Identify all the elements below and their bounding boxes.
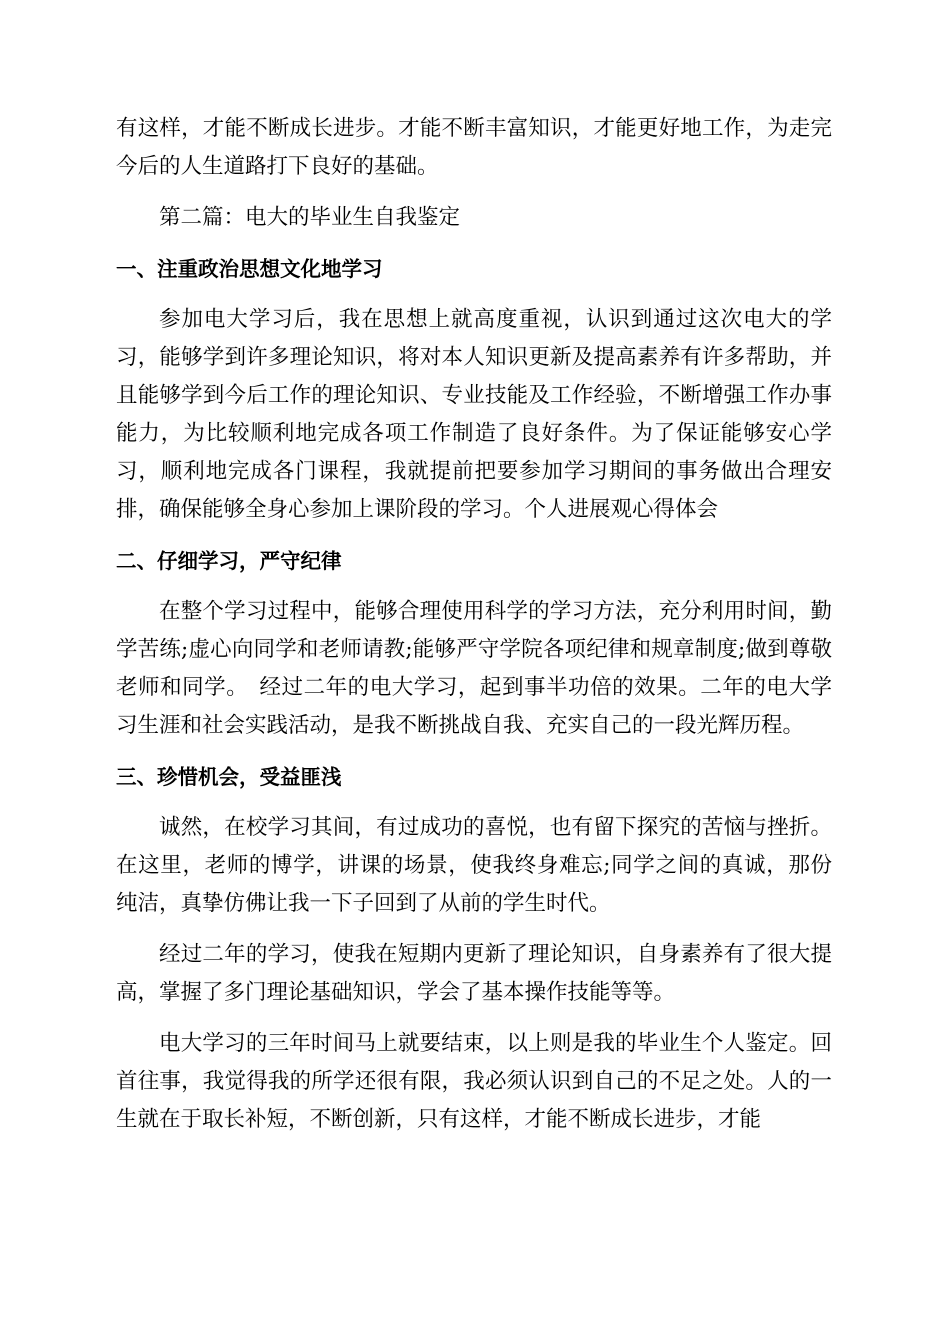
paragraph-1: 参加电大学习后，我在思想上就高度重视，认识到通过这次电大的学习，能够学到许多理论知识，将对本人知识更新及提高素养有许多帮助，并且能够学到今后工作的理论知识、专业技能及工作经验，不断增强工作办事能力，为比较顺利地完成各项工作制造了良好条件。为了保证能够安心学习，顺利地完成各门课程，我就提前把要参加学习期间的事务做出合理安排，确保能够全身心参加上课阶段的学习。个人进展观心得体会: [116, 307, 832, 522]
paragraph-continuation: 有这样，才能不断成长进步。才能不断丰富知识，才能更好地工作，为走完今后的人生道路打下良好的基础。: [116, 116, 832, 179]
paragraph-4: 经过二年的学习，使我在短期内更新了理论知识，自身素养有了很大提高，掌握了多门理论基础知识，学会了基本操作技能等等。: [116, 942, 832, 1005]
document-body: [116, 110, 832, 1152]
heading-3: 三、珍惜机会，受益匪浅: [116, 765, 342, 789]
paragraph-3: 诚然，在校学习其间，有过成功的喜悦，也有留下探究的苦恼与挫折。在这里，老师的博学，讲课的场景，使我终身难忘;同学之间的真诚，那份纯洁，真挚仿佛让我一下子回到了从前的学生时代。: [116, 815, 832, 916]
heading-1: 一、注重政治思想文化地学习: [116, 257, 383, 281]
heading-2: 二、仔细学习，严守纪律: [116, 549, 342, 573]
section-title: 第二篇：电大的毕业生自我鉴定: [159, 205, 461, 230]
paragraph-2: 在整个学习过程中，能够合理使用科学的学习方法，充分利用时间，勤学苦练;虚心向同学和老师请教;能够严守学院各项纪律和规章制度;做到尊敬老师和同学。 经过二年的电大学习，起到事半功倍的效果。二年的电大学习生涯和社会实践活动，是我不断挑战自我、充实自己的一段光辉历程。: [116, 599, 832, 738]
paragraph-5: 电大学习的三年时间马上就要结束，以上则是我的毕业生个人鉴定。回首往事，我觉得我的所学还很有限，我必须认识到自己的不足之处。人的一生就在于取长补短，不断创新，只有这样，才能不断成长进步，才能: [116, 1031, 832, 1132]
